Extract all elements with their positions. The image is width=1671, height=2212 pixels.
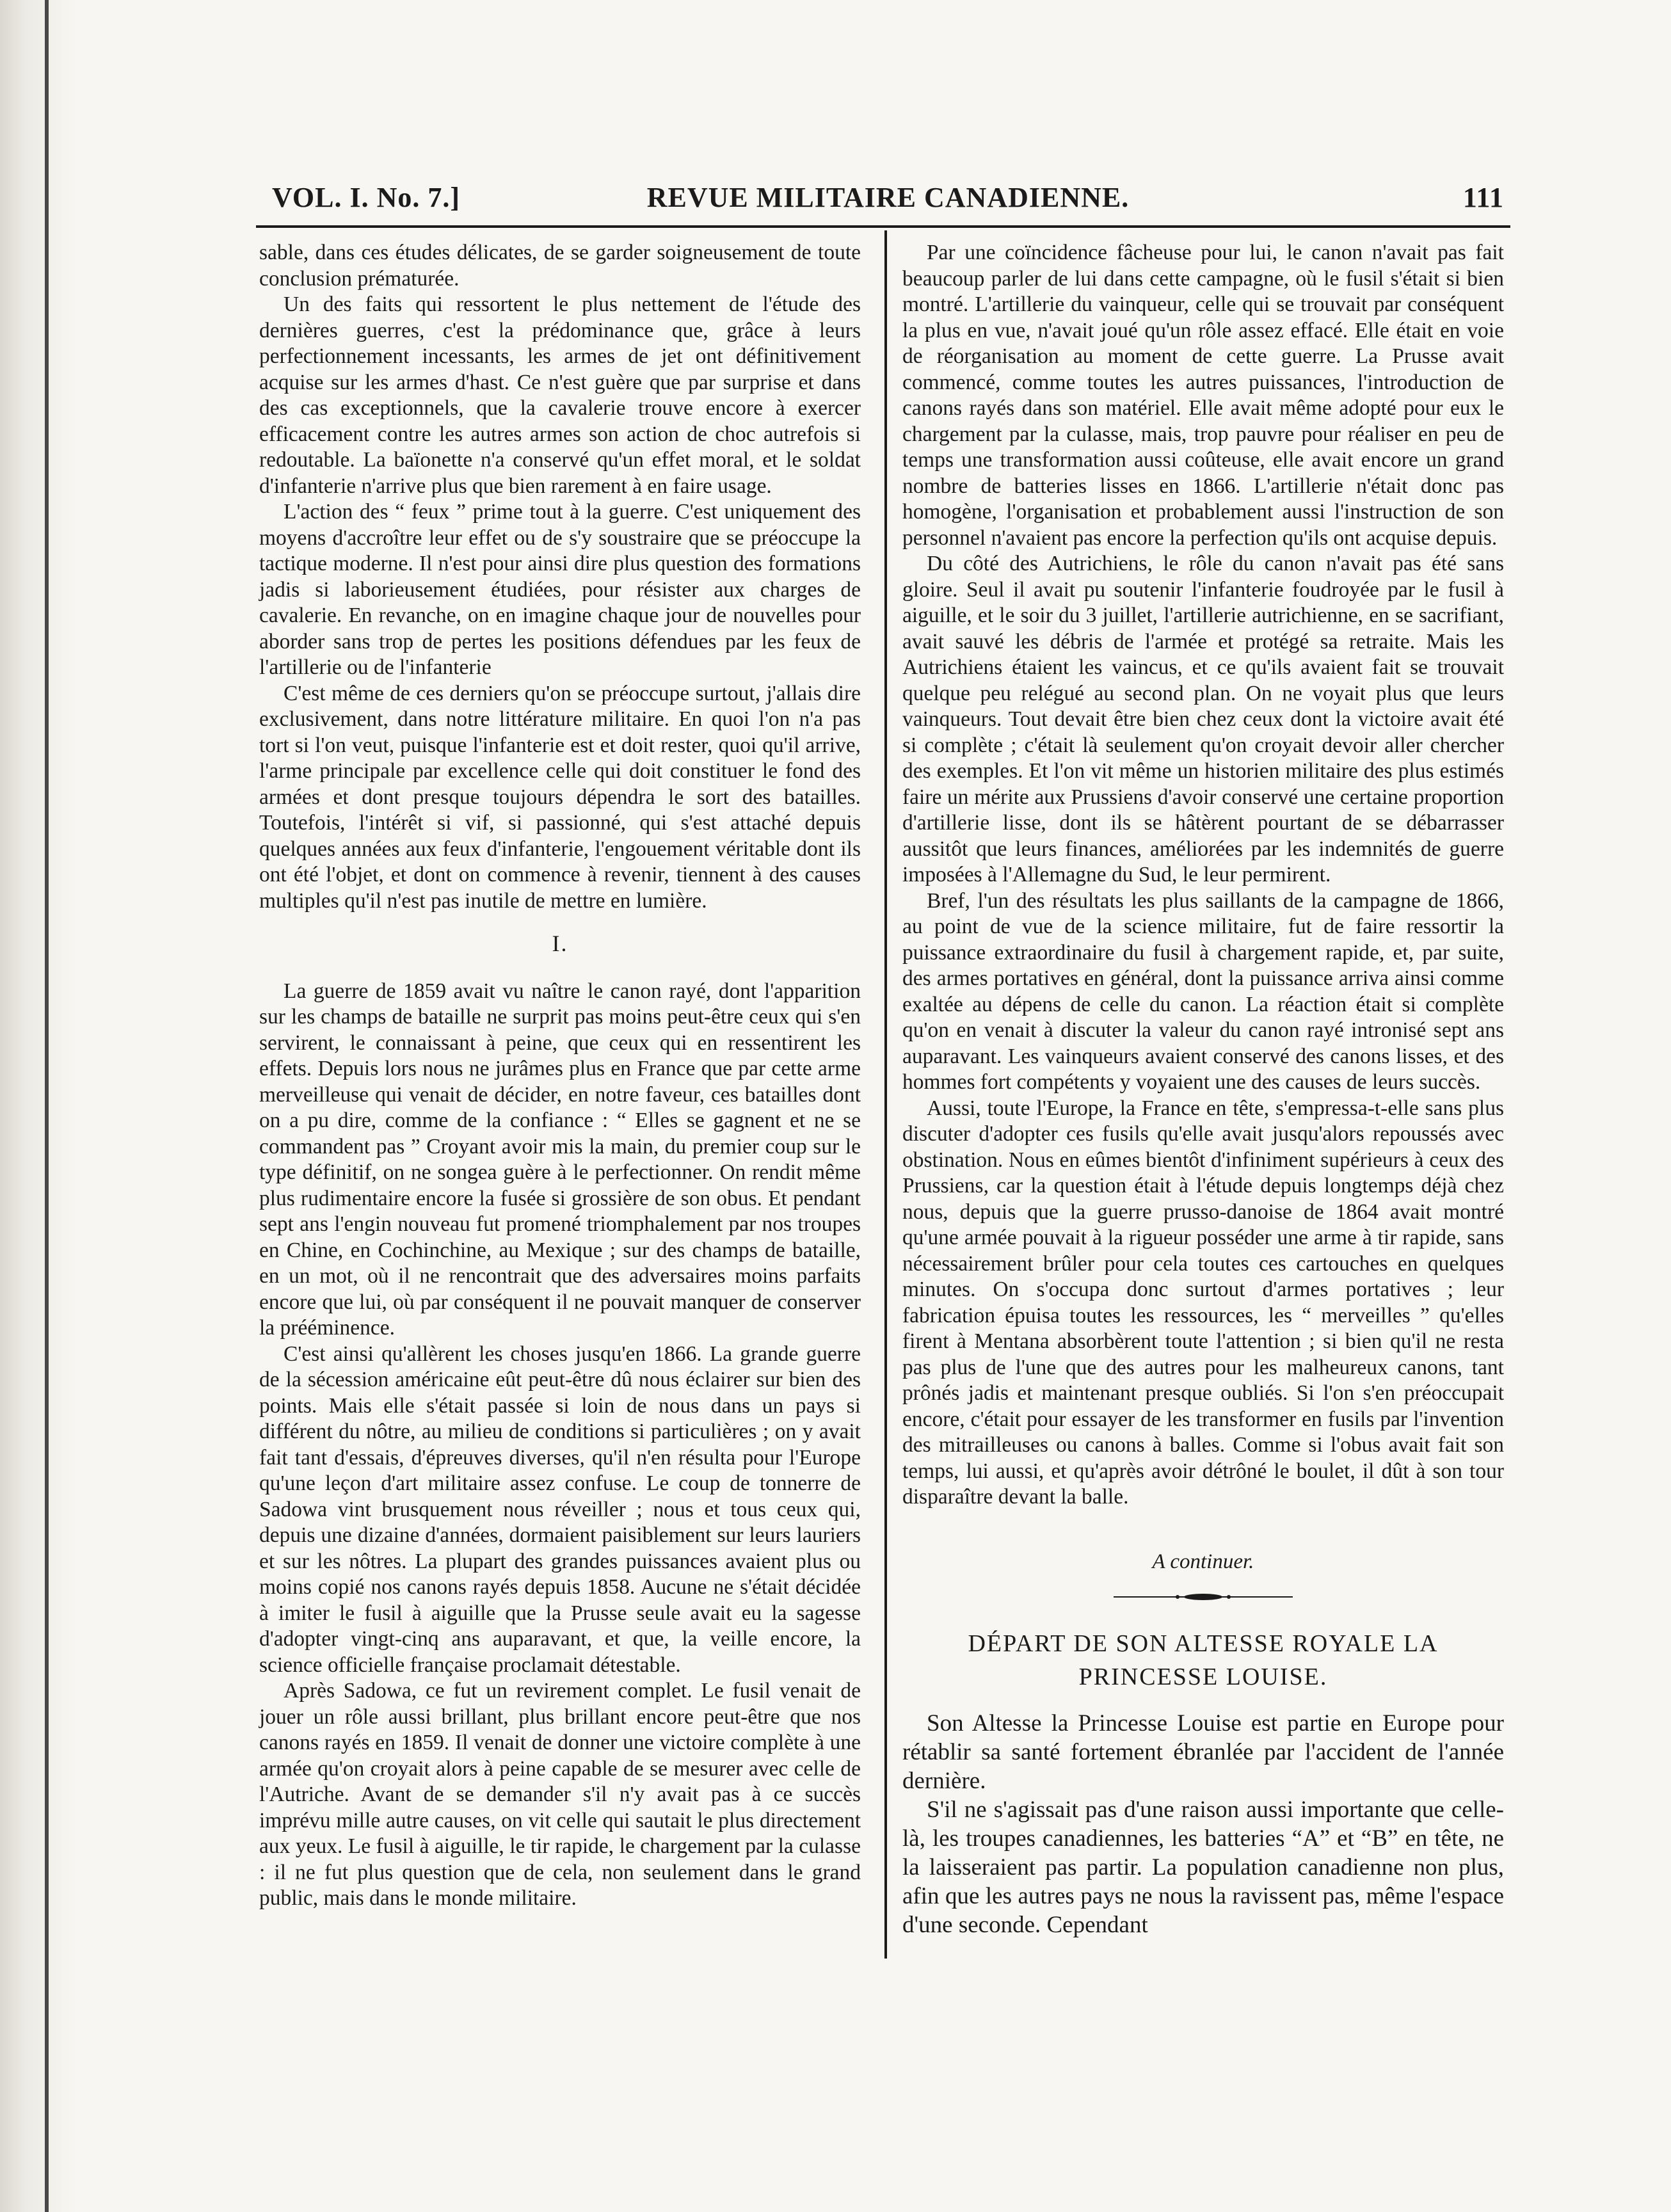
paragraph: Bref, l'un des résultats les plus saillants de la campagne de 1866, au point de vue de la science militaire, fut de faire ressortir la puissance extraordinaire du fusil à chargement rapide, et, par suite, des armes portatives en général, dont la puissance arriva ainsi comme exaltée au dépens de celle du canon. La réaction était si complète qu'on en venait à discuter la valeur du canon rayé intronisé sept ans auparavant. Les vainqueurs avaient conservé des canons lisses, et des hommes fort compétents y voyaient une des causes de leurs succès. [902, 888, 1504, 1094]
paragraph: Après Sadowa, ce fut un revirement complet. Le fusil venait de jouer un rôle aussi brillant, plus brillant encore peut-être que nos canons rayés en 1859. Il venait de donner une victoire complète à une armée qu'on croyait alors à peine capable de se mesurer avec celle de l'Autriche. Avant de se demander s'il n'y avait pas à ce succès imprévu mille autre causes, on vit celle qui sautait le plus directement aux yeux. Le fusil à aiguille, le tir rapide, le chargement par la culasse : il ne fut plus question que de cela, non seulement dans le grand public, mais dans le monde militaire. [259, 1679, 861, 1910]
ornamental-rule-icon [1114, 1592, 1293, 1601]
paragraph: Aussi, toute l'Europe, la France en tête, s'empressa-t-elle sans plus discuter d'adopter ces fusils qu'elle avait jusqu'alors repoussés avec obstination. Nous en eûmes bientôt d'infiniment supérieurs à ceux des Prussiens, car la question était à l'étude depuis longtemps déjà chez nous, depuis que la guerre prusso-danoise de 1864 avait montré qu'une armée pouvait à la rigueur posséder une arme à tir rapide, sans nécessairement brûler pour cela toutes ces cartouches en quelques minutes. On s'occupa donc surtout d'armes portatives ; leur fabrication épuisa toutes les ressources, les “ merveilles ” qu'elles firent à Mentana absorbèrent toute l'attention ; si bien qu'il ne resta pas plus de l'une que des autres pour les malheureux canons, tant prônés jadis et maintenant presque oubliés. Si l'on s'en préoccupait encore, c'était pour essayer de les transformer en fusils par l'invention des mitrailleuses ou canons à balles. Comme si l'obus avait fait son temps, lui aussi, et qu'après avoir détrôné le boulet, il dût à son tour disparaître devant la balle. [902, 1096, 1504, 1509]
page-binding-shadow [0, 0, 77, 2212]
article-title [902, 1627, 1504, 1694]
right-column [902, 240, 1504, 1939]
paragraph: C'est ainsi qu'allèrent les choses jusqu'en 1866. La grande guerre de la sécession américaine eût peut-être dû nous éclairer sur bien des points. Mais elle s'était passée si loin de nous dans un pays si différent du nôtre, au milieu de conditions si particulières ; on y avait fait tant d'essais, d'épreuves diverses, qu'il n'en résulta pour l'Europe qu'une leçon d'art militaire assez confuse. Le coup de tonnerre de Sadowa vint brusquement nous réveiller ; nous et tous ceux qui, depuis une dizaine d'années, dormaient paisiblement sur leurs lauriers et sur les nôtres. La plupart des grandes puissances avaient plus ou moins copié nos canons rayés depuis 1858. Aucune ne s'était décidée à imiter le fusil à aiguille que la Prusse seule avait eu la sagesse d'adopter vingt-cinq ans auparavant, et que, la veille encore, la science officielle française proclamait détestable. [259, 1342, 861, 1677]
paragraph: Un des faits qui ressortent le plus nettement de l'étude des dernières guerres, c'est la prédominance que, grâce à leurs perfectionnement incessants, les armes de jet ont définitivement acquise sur les armes d'hast. Ce n'est guère que par surprise et dans des cas exceptionnels, que la cavalerie trouve encore à exercer efficacement contre les autres armes son action de choc autrefois si redoutable. La baïonette n'a conservé qu'un effet moral, et le soldat d'infanterie n'arrive plus que bien rarement à en faire usage. [259, 293, 861, 498]
page-number: 111 [1462, 182, 1504, 213]
binding-edge-line [45, 0, 49, 2212]
running-header [272, 176, 1504, 221]
article-title-line: PRINCESSE LOUISE. [1078, 1663, 1328, 1690]
volume-number: VOL. I. No. 7.] [272, 182, 461, 213]
article-title-line: DÉPART DE SON ALTESSE ROYALE LA [968, 1630, 1439, 1657]
left-column [259, 240, 861, 1912]
header-rule [256, 225, 1510, 228]
paragraph: sable, dans ces études délicates, de se garder soigneusement de toute conclusion prématurée. [259, 241, 861, 291]
paragraph: Par une coïncidence fâcheuse pour lui, le canon n'avait pas fait beaucoup parler de lui dans cette campagne, où le fusil s'était si bien montré. L'artillerie du vainqueur, celle qui se trouvait par conséquent la plus en vue, n'avait joué qu'un rôle assez effacé. Elle était en voie de réorganisation au moment de cette guerre. La Prusse avait commencé, comme toutes les autres puissances, l'introduction de canons rayés dans son matériel. Elle avait même adopté pour eux le chargement par la culasse, mais, trop pauvre pour réaliser en peu de temps une transformation aussi coûteuse, elle avait encore un grand nombre de batteries lisses en 1866. L'artillerie n'était donc pas homogène, l'organisation et probablement aussi l'instruction de son personnel n'avaient pas encore la perfection qu'ils ont acquise depuis. [902, 241, 1504, 550]
paragraph: Son Altesse la Princesse Louise est partie en Europe pour rétablir sa santé fortement ébranlée par l'accident de l'année dernière. [902, 1710, 1504, 1794]
article-body [902, 1709, 1504, 1939]
paragraph: La guerre de 1859 avait vu naître le canon rayé, dont l'apparition sur les champs de bataille ne surprit pas moins peut-être ceux qui s'en servirent, le connaissant à peine, que ceux qui en ressentirent les effets. Depuis lors nous ne jurâmes plus en France que par cette arme merveilleuse qui venait de décider, en notre faveur, ces batailles dont on a pu dire, comme de la confiance : “ Elles se gagnent et ne se commandent pas ” Croyant avoir mis la main, du premier coup sur le type définitif, on ne songea guère à le perfectionner. On rendit même plus rudimentaire encore la fusée si grossière de son obus. Et pendant sept ans l'engin nouveau fut promené triomphalement par nos troupes en Chine, en Cochinchine, au Mexique ; sur des champs de bataille, en un mot, où il ne rencontrait que des adversaires moins parfaits encore que lui, où par conséquent il ne pouvait manquer de conserver la prééminence. [259, 979, 861, 1340]
section-heading: I. [552, 931, 568, 956]
paragraph: L'action des “ feux ” prime tout à la guerre. C'est uniquement des moyens d'accroître leur effet ou de s'y soustraire que se préoccupe la tactique moderne. Il n'est pour ainsi dire plus question des formations jadis si laborieusement étudiées, pour résister aux charges de cavalerie. En revanche, on en imagine chaque jour de nouvelles pour aborder sans trop de pertes les positions défendues par les feux de l'artillerie ou de l'infanterie [259, 500, 861, 679]
to-be-continued: A continuer. [1152, 1550, 1254, 1573]
paragraph: C'est même de ces derniers qu'on se préoccupe surtout, j'allais dire exclusivement, dans notre littérature militaire. En quoi l'on n'a pas tort si l'on veut, puisque l'infanterie est et doit rester, quoi qu'il arrive, l'arme principale par excellence celle qui doit constituer le fond des armées et dont presque toujours dépendra le sort des batailles. Toutefois, l'intérêt si vif, si passionné, qui s'est attaché depuis quelques années aux feux d'infanterie, l'engouement véritable dont ils ont été l'objet, et dont on commence à revenir, tiennent à des causes multiples qu'il n'est pas inutile de mettre en lumière. [259, 681, 861, 913]
paragraph: Du côté des Autrichiens, le rôle du canon n'avait pas été sans gloire. Seul il avait pu soutenir l'infanterie foudroyée par le fusil à aiguille, et le soir du 3 juillet, l'artillerie autrichienne, en se sacrifiant, avait sauvé les débris de l'armée et protégé sa retraite. Mais les Autrichiens étaient les vaincus, et ce qu'ils avaient fait se trouvait quelque peu relégué au second plan. On ne voyait plus que leurs vainqueurs. Tout devait être bien chez ceux dont la victoire avait été si complète ; c'était là seulement qu'on croyait devoir aller chercher des exemples. Et l'on vit même un historien militaire des plus estimés faire un mérite aux Prussiens d'avoir conservé une certaine proportion d'artillerie lisse, dont ils se hâtèrent pourtant de se débarrasser aussitôt que leurs finances, améliorées par les indemnités de guerre imposées à l'Allemagne du Sud, le leur permirent. [902, 552, 1504, 886]
journal-title: REVUE MILITAIRE CANADIENNE. [646, 182, 1130, 213]
paragraph: S'il ne s'agissait pas d'une raison aussi importante que celle-là, les troupes canadiennes, les batteries “A” et “B” en tête, ne la laisseraient pas partir. La population canadienne non plus, afin que les autres pays ne nous la ravissent pas, même l'espace d'une seconde. Cependant [902, 1797, 1504, 1938]
column-divider [884, 230, 887, 1959]
